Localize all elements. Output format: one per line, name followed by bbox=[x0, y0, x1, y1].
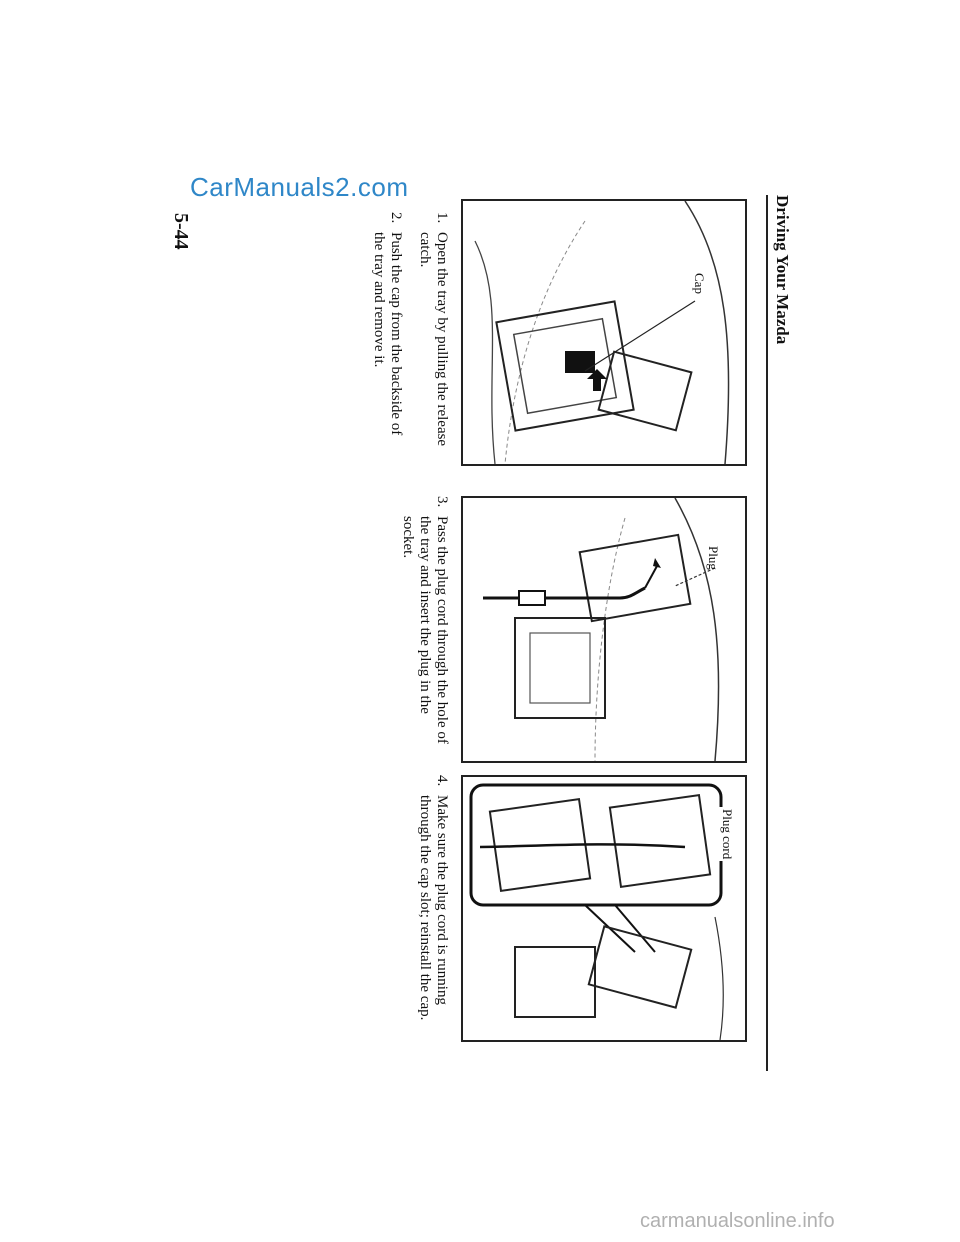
step-3-text: Pass the plug cord through the hole of the tray and insert the plug in the socket. bbox=[400, 516, 450, 744]
step-1 bbox=[416, 212, 450, 462]
figure-label-plug: Plug bbox=[706, 546, 721, 570]
step-4 bbox=[416, 775, 450, 1055]
footer-watermark: carmanualsonline.info bbox=[640, 1210, 835, 1232]
figure-open-tray bbox=[461, 199, 747, 466]
page-header: Driving Your Mazda bbox=[773, 195, 792, 345]
figure-label-cap: Cap bbox=[692, 273, 707, 294]
step-4-text: Make sure the plug cord is running through the cap slot; reinstall the cap. bbox=[417, 795, 450, 1021]
figure-plug-cord bbox=[461, 496, 747, 763]
step-2 bbox=[370, 212, 404, 442]
illustration-cap-slot bbox=[463, 777, 745, 1040]
step-3-number: 3. bbox=[434, 496, 450, 508]
step-2-text: Push the cap from the backside of the tray and remove it. bbox=[371, 232, 404, 436]
watermark-logo: CarManuals2.com bbox=[190, 172, 409, 202]
illustration-tray-cap bbox=[463, 201, 745, 464]
step-2-number: 2. bbox=[388, 212, 404, 224]
figure-label-plug-cord: Plug cord bbox=[720, 809, 735, 860]
page-number: 5-44 bbox=[170, 213, 192, 250]
step-3 bbox=[399, 496, 450, 756]
step-1-number: 1. bbox=[434, 212, 450, 224]
header-rule bbox=[766, 195, 768, 1071]
figure-reinstall-cap bbox=[461, 775, 747, 1042]
illustration-plug bbox=[463, 498, 745, 761]
step-4-number: 4. bbox=[434, 775, 450, 787]
step-1-text: Open the tray by pulling the release catch. bbox=[417, 232, 450, 447]
